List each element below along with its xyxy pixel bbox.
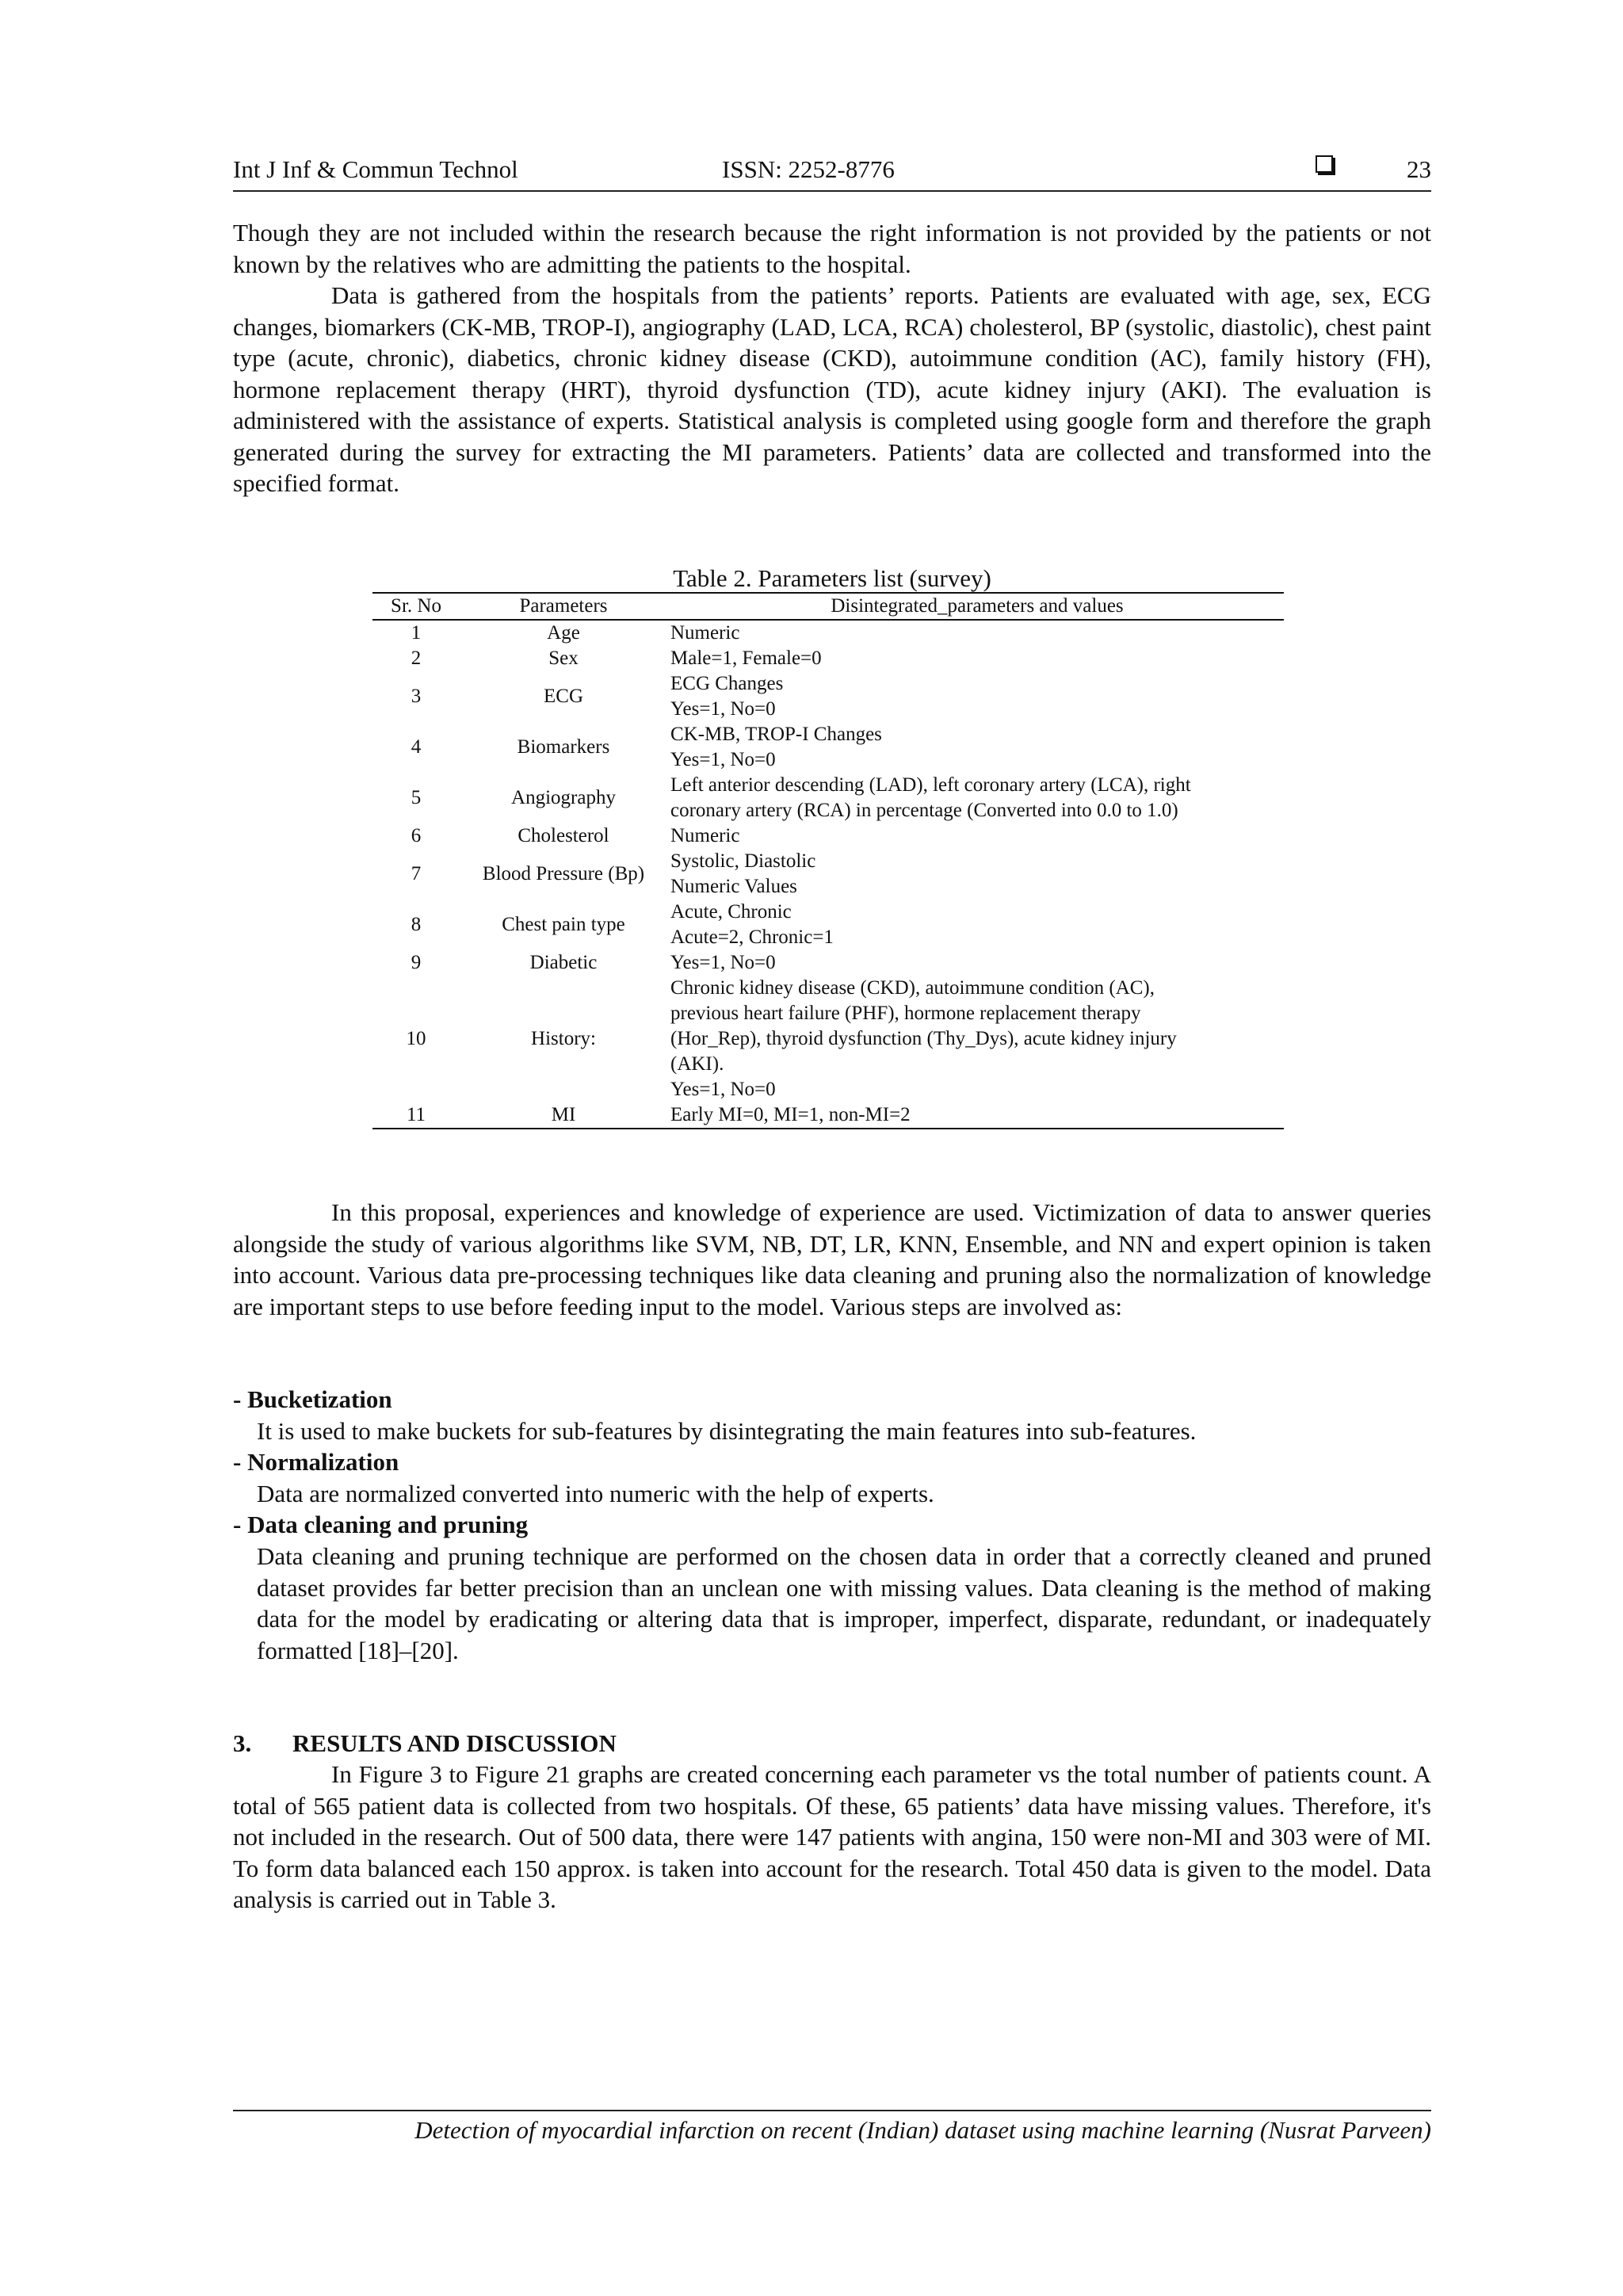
table-row [372,671,1284,722]
header-values: Disintegrated_parameters and values [667,593,1284,620]
cell-sr-no: 2 [411,648,422,669]
running-footer: Detection of myocardial infarction on recent (Indian) dataset using machine learning (Nusrat Parveen) [414,2116,1431,2144]
value-line: Numeric [670,825,740,846]
cell-parameter: Angiography [511,787,616,808]
header-sr-no: Sr. No [372,593,460,620]
cell-values [667,823,1284,849]
journal-name: Int J Inf & Commun Technol [233,155,518,183]
cell-values [667,671,1284,722]
value-line: Chronic kidney disease (CKD), autoimmune condition (AC), [670,977,1155,999]
table-row [372,823,1284,849]
table-row [372,900,1284,950]
value-line: CK-MB, TROP-I Changes [670,724,882,745]
cell-sr-no: 8 [411,914,422,935]
cell-sr-no: 4 [411,736,422,758]
cell-values [667,620,1284,646]
cell-sr-no: 10 [406,1028,426,1049]
value-line: Acute=2, Chronic=1 [670,926,834,948]
paper-page [233,0,1431,2296]
section-title: RESULTS AND DISCUSSION [292,1729,617,1757]
step-body-data-cleaning: Data cleaning and pruning technique are performed on the chosen data in order that a correctly cleaned and pruned dataset provides far better precision than an unclean one with missing values. Data cleaning is the method of making data for the model by eradicating or altering data that is improper, imperfect, disparate, redundant, or inadequately formatted [18]–[20]. [257,1542,1431,1664]
step-body-bucketization: It is used to make buckets for sub-features by disintegrating the main features into sub-features. [257,1417,1197,1445]
cell-values [667,849,1284,900]
cell-parameter: Age [547,622,580,644]
cell-parameter: Biomarkers [517,736,610,758]
step-title-normalization: - Normalization [233,1448,399,1476]
issn: ISSN: 2252-8776 [722,155,895,183]
value-line: Systolic, Diastolic [670,850,816,872]
cell-values [667,900,1284,950]
table-body [372,620,1284,1129]
cell-sr-no: 7 [411,863,422,884]
cell-parameter: MI [460,1102,667,1129]
square-icon [1316,155,1333,173]
cell-parameter: Sex [548,648,579,669]
proposal-paragraph: In this proposal, experiences and knowledge of experience are used. Victimization of data to answer queries alongside the study of various algorithms like SVM, NB, DT, LR, KNN, Ensemble, and NN and expert opinion is taken into account. Various data pre-processing techniques like data cleaning and pruning also the normalization of knowledge are important steps to use before feeding input to the model. Various steps are involved as: [233,1198,1431,1320]
section-number: 3. [233,1729,252,1757]
cell-parameter: Blood Pressure (Bp) [482,863,645,884]
value-line: Yes=1, No=0 [670,749,776,770]
header-parameters: Parameters [460,593,667,620]
cell-parameter: Cholesterol [517,825,609,846]
intro-paragraph-2: Data is gathered from the hospitals from the patients’ reports. Patients are evaluated with age, sex, ECG changes, biomarkers (CK-MB, TROP-I), angiography (LAD, LCA, RCA) cholesterol, BP (systolic, diastolic), chest paint type (acute, chronic), diabetics, chronic kidney disease (CKD), autoimmune condition (AC), family history (FH), hormone replacement therapy (HRT), thyroid dysfunction (TD), acute kidney injury (AKI). The evaluation is administered with the assistance of experts. Statistical analysis is completed using google form and therefore the graph generated during the survey for extracting the MI parameters. Patients’ data are collected and transformed into the specified format. [233,281,1431,497]
table-row [372,773,1284,823]
value-line: ECG Changes [670,673,784,694]
cell-values [667,646,1284,671]
value-line: Numeric Values [670,876,797,897]
table-header-row [372,593,1284,620]
cell-sr-no: 6 [411,825,422,846]
table-caption: Table 2. Parameters list (survey) [673,564,991,592]
cell-values [667,1102,1284,1129]
cell-values [667,950,1284,976]
value-line: Left anterior descending (LAD), left coronary artery (LCA), right [670,774,1191,796]
step-title-data-cleaning: - Data cleaning and pruning [233,1511,529,1538]
table-row [372,1102,1284,1129]
footer-rule [233,2110,1431,2111]
step-title-bucketization: - Bucketization [233,1385,392,1413]
value-line: Early MI=0, MI=1, non-MI=2 [670,1104,911,1125]
cell-values [667,976,1284,1102]
cell-sr-no: 1 [411,622,422,644]
table-row [372,976,1284,1102]
cell-sr-no: 9 [411,952,422,973]
step-body-normalization: Data are normalized converted into numeric with the help of experts. [257,1480,934,1507]
page-number: 23 [1407,155,1431,183]
cell-sr-no: 11 [372,1102,460,1129]
cell-parameter: ECG [544,686,583,707]
parameters-table [372,592,1284,1129]
table-row [372,849,1284,900]
value-line: Yes=1, No=0 [670,952,776,973]
table-row [372,620,1284,646]
section-heading [233,1728,617,1759]
table-row [372,950,1284,976]
value-line: Yes=1, No=0 [670,1079,776,1100]
value-line: (AKI). [670,1053,724,1075]
results-paragraph: In Figure 3 to Figure 21 graphs are created concerning each parameter vs the total number of patients count. A total of 565 patient data is collected from two hospitals. Of these, 65 patients’ data have missing values. Therefore, it's not included in the research. Out of 500 data, there were 147 patients with angina, 150 were non-MI and 303 were of MI. To form data balanced each 150 approx. is taken into account for the research. Total 450 data is given to the model. Data analysis is carried out in Table 3. [233,1760,1431,1913]
value-line: Numeric [670,622,740,644]
value-line: (Hor_Rep), thyroid dysfunction (Thy_Dys), acute kidney injury [670,1028,1177,1049]
cell-sr-no: 5 [411,787,422,808]
value-line: Male=1, Female=0 [670,648,822,669]
cell-sr-no: 3 [411,686,422,707]
value-line: Yes=1, No=0 [670,698,776,720]
cell-parameter: History: [531,1028,596,1049]
value-line: Acute, Chronic [670,901,792,923]
cell-parameter: Chest pain type [502,914,625,935]
cell-parameter: Diabetic [529,952,598,973]
cell-values [667,773,1284,823]
cell-values [667,722,1284,773]
value-line: previous heart failure (PHF), hormone replacement therapy [670,1003,1141,1024]
table-row [372,646,1284,671]
table-row [372,722,1284,773]
value-line: coronary artery (RCA) in percentage (Converted into 0.0 to 1.0) [670,800,1178,821]
running-header [233,155,1431,192]
intro-paragraph-1: Though they are not included within the research because the right information is not provided by the patients or not known by the relatives who are admitting the patients to the hospital. [233,219,1431,278]
